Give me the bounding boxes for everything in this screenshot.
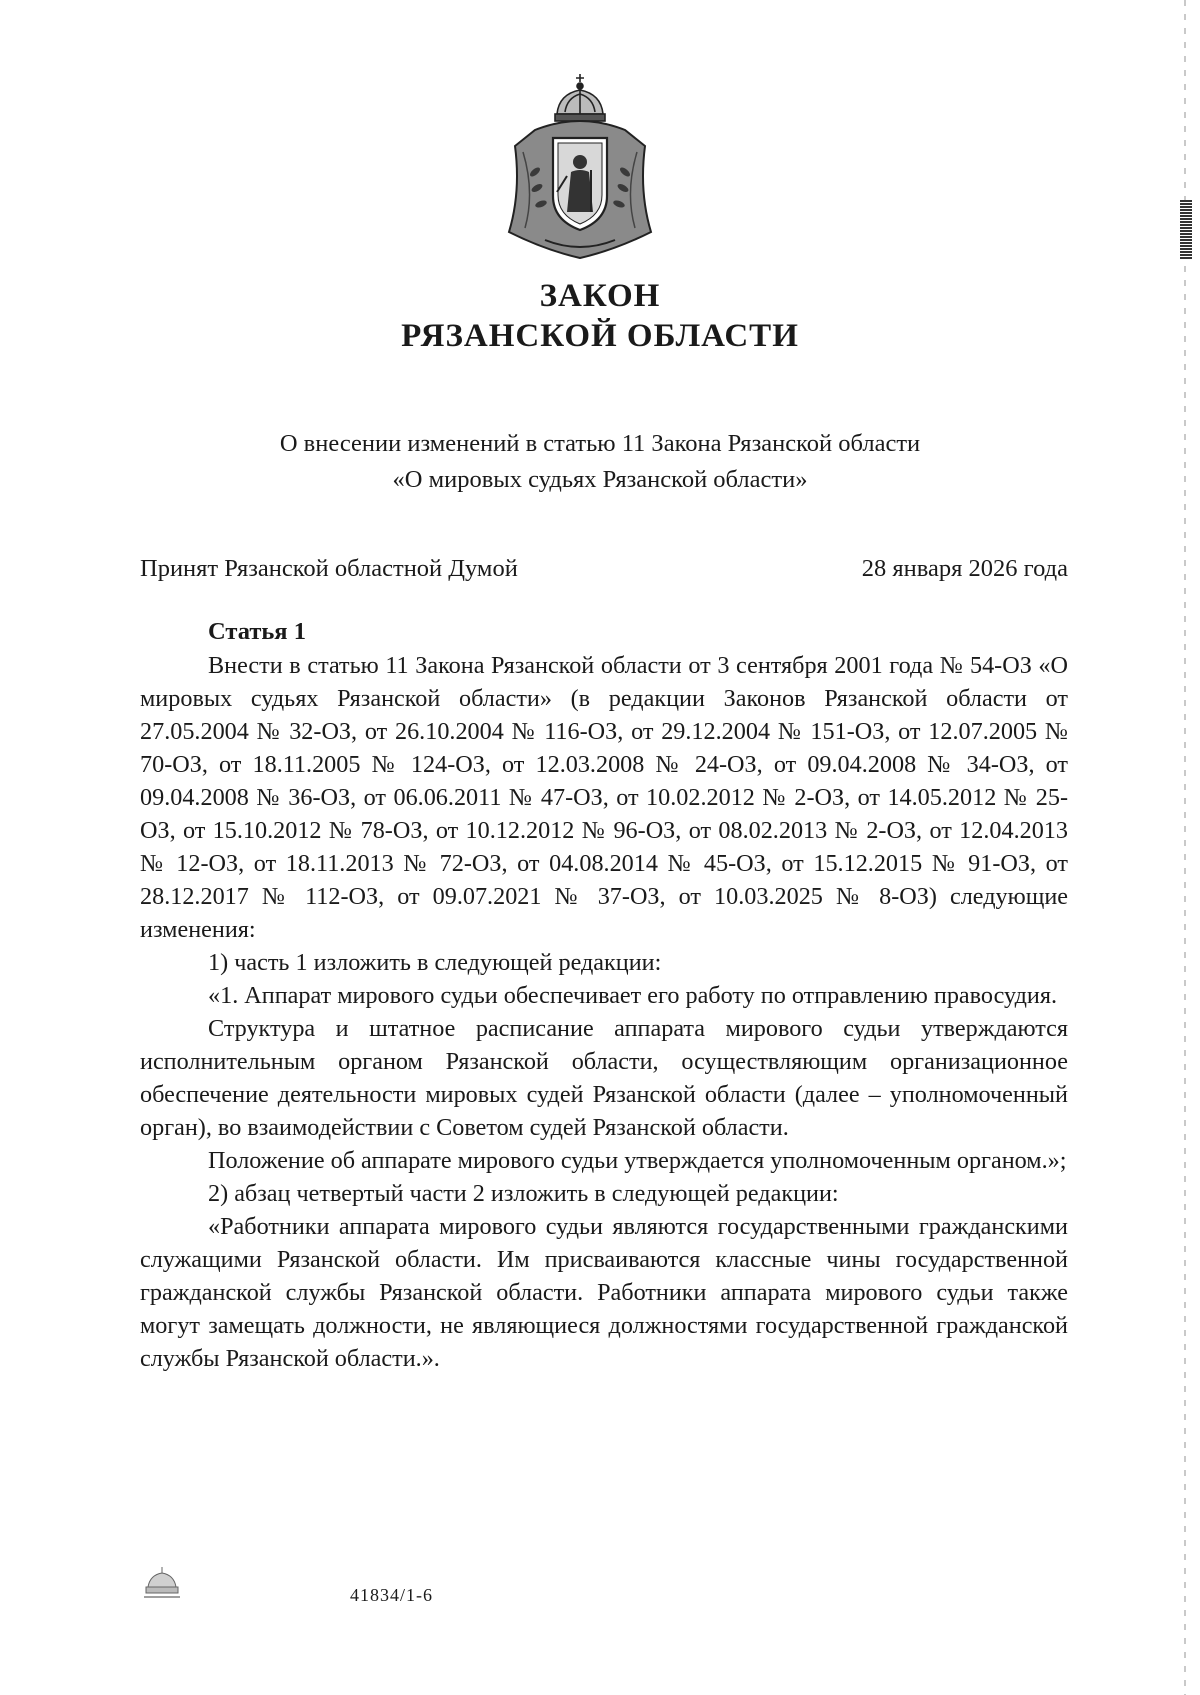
law-subject: [0, 426, 1200, 498]
law-subject-line: «О мировых судьях Рязанской области»: [392, 466, 808, 493]
adoption-line: [140, 555, 1068, 583]
article-paragraph: Положение об аппарате мирового судьи утверждается уполномоченным органом.»;: [208, 1147, 1067, 1174]
law-subject-line: О внесении изменений в статью 11 Закона Рязанской области: [279, 430, 921, 457]
article-title: Статья 1: [208, 618, 306, 645]
document-number: 41834/1-6: [350, 1585, 433, 1605]
barcode-icon: [1180, 200, 1192, 260]
adoption-date: 28 января 2026 года: [861, 555, 1068, 582]
region-title: РЯЗАНСКОЙ ОБЛАСТИ: [401, 318, 799, 354]
article-paragraph: «Работники аппарата мирового судьи являются государственными гражданскими служащими Рязанской области. Им присваиваются классные чины государственной гражданской службы Рязанской области. Работники аппарата мирового судьи также могут замещать должности, не являющиеся должностями государственной гражданской службы Рязанской области.».: [140, 1213, 1068, 1372]
article-paragraph: «1. Аппарат мирового судьи обеспечивает его работу по отправлению правосудия.: [208, 982, 1058, 1009]
article-paragraph: 2) абзац четвертый части 2 изложить в следующей редакции:: [208, 1180, 839, 1207]
article-paragraph: Структура и штатное расписание аппарата мирового судьи утверждаются исполнительным органом Рязанской области, осуществляющим организационное обеспечение деятельности мировых судей Рязанской области (далее – уполномоченный орган), во взаимодействии с Советом судей Рязанской области.: [140, 1015, 1068, 1141]
document-type-title: ЗАКОН: [539, 278, 661, 314]
adopting-body: Принят Рязанской областной Думой: [140, 555, 518, 582]
article-paragraph: 1) часть 1 изложить в следующей редакции:: [208, 949, 662, 976]
article-paragraph: Внести в статью 11 Закона Рязанской области от 3 сентября 2001 года № 54-ОЗ «О мировых судьях Рязанской области» (в редакции Законов Рязанской области от 27.05.2004 № 32-ОЗ, от 26.10.2004 № 116-ОЗ, от 29.12.2004 № 151-ОЗ, от 12.07.2005 № 70-ОЗ, от 18.11.2005 № 124-ОЗ, от 12.03.2008 № 24-ОЗ, от 09.04.2008 № 34-ОЗ, от 09.04.2008 № 36-ОЗ, от 06.06.2011 № 47-ОЗ, от 10.02.2012 № 2-ОЗ, от 14.05.2012 № 25-ОЗ, от 15.10.2012 № 78-ОЗ, от 10.12.2012 № 96-ОЗ, от 08.02.2013 № 2-ОЗ, от 12.04.2013 № 12-ОЗ, от 18.11.2013 № 72-ОЗ, от 04.08.2014 № 45-ОЗ, от 15.12.2015 № 91-ОЗ, от 28.12.2017 № 112-ОЗ, от 09.07.2021 № 37-ОЗ, от 10.03.2025 № 8-ОЗ) следующие изменения:: [140, 652, 1068, 943]
article-body: [140, 649, 1068, 1375]
coat-of-arms-icon: [505, 72, 655, 260]
printer-mark-icon: [140, 1565, 184, 1601]
